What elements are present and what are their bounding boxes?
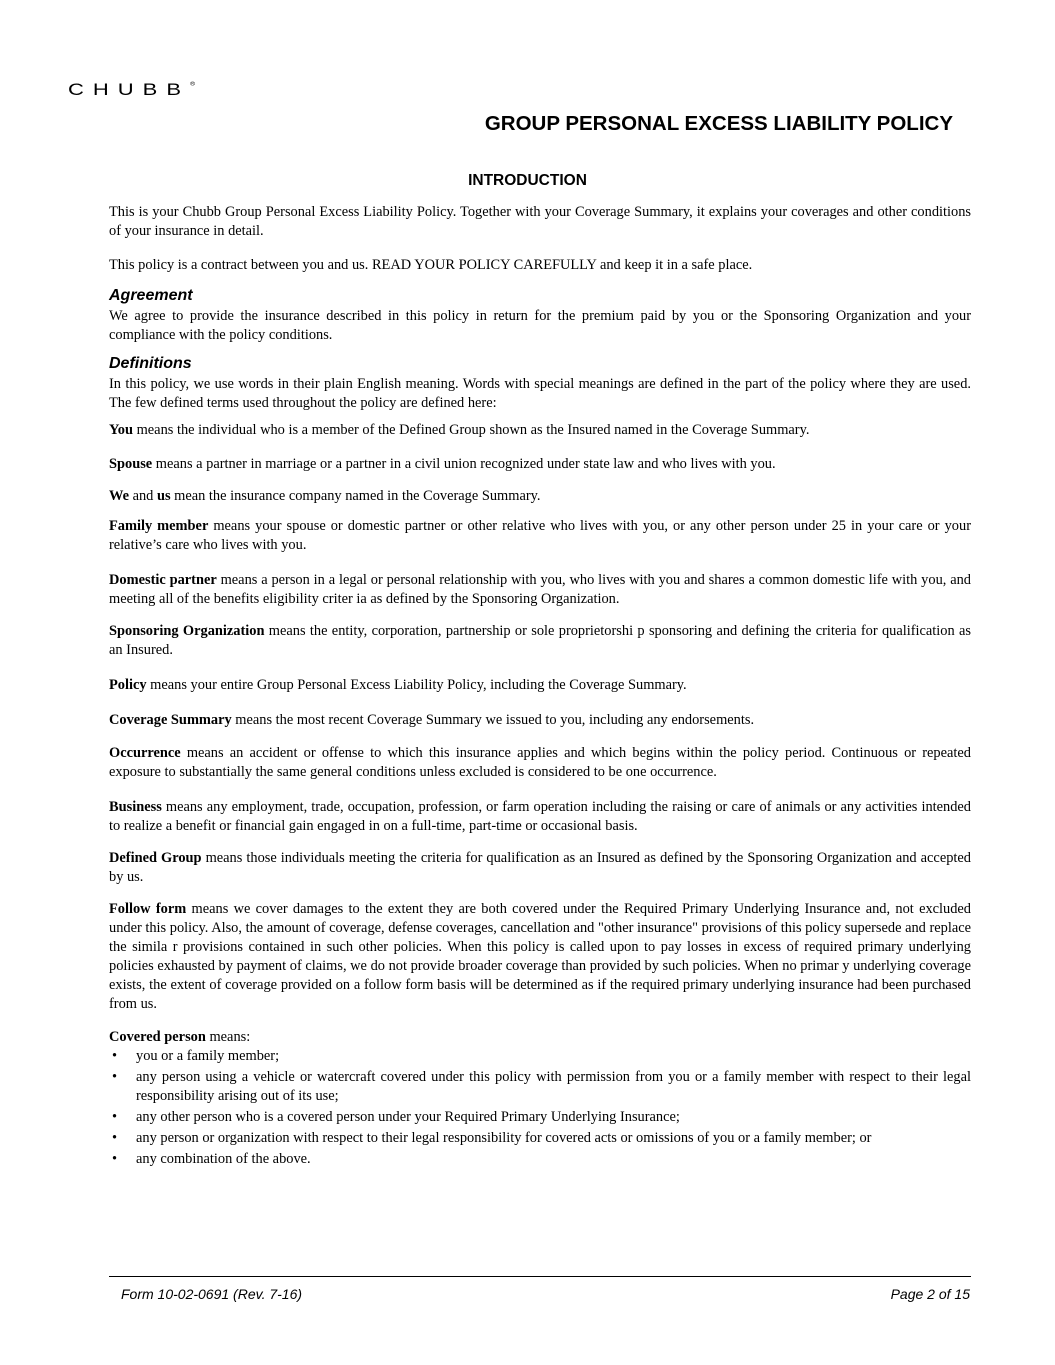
definition-text: means any employment, trade, occupation, profession, or farm operation including the raising or care of animals or any activities intended to realize a benefit or financial gain engaged in on a full-time, part-time or occasional basis. (109, 799, 971, 834)
definition-covered-person (109, 1028, 971, 1047)
term: Policy (109, 677, 147, 693)
definition-business (109, 798, 971, 836)
definition-sponsoring-organization (109, 622, 971, 660)
list-item: • any combination of the above. (109, 1150, 971, 1169)
term: We (109, 488, 129, 504)
term: Defined Group (109, 850, 202, 866)
form-number: Form 10-02-0691 (Rev. 7-16) (121, 1286, 303, 1302)
definition-family-member (109, 517, 971, 555)
term: Family member (109, 518, 209, 534)
definition-defined-group (109, 849, 971, 887)
definition-text: means a person in a legal or personal relationship with you, who lives with you and shares a common domestic life with you, and meeting all of the benefits eligibility criter ia as defined by the Sponsoring Organization. (109, 572, 971, 607)
intro-paragraph-1: This is your Chubb Group Personal Excess Liability Policy. Together with your Coverage Summary, it explains your coverages and other conditions of your insurance in detail. (109, 204, 971, 239)
term: Coverage Summary (109, 712, 232, 728)
intro-paragraph-2: This policy is a contract between you and us. READ YOUR POLICY CAREFULLY and keep it in a safe place. (109, 257, 753, 273)
term: Covered person (109, 1029, 206, 1045)
footer-divider (109, 1276, 971, 1277)
page-number: Page 2 of 15 (890, 1286, 970, 1302)
definition-spouse (109, 455, 971, 474)
definition-text: means your entire Group Personal Excess Liability Policy, including the Coverage Summary. (146, 677, 687, 693)
chubb-logo (68, 80, 195, 100)
definition-text: means we cover damages to the extent they are both covered under the Required Primary Underlying Insurance and, not excluded under this policy. Also, the amount of coverage, defense coverages, cancellation and "other insurance" provisions of this policy supersede and replace the simila r provisions contained in such other policies. When this policy is called upon to pay losses in excess of required primary underlying policies exhausted by payment of claims, we do not provide broader coverage than provided by such policies. When no primar y underlying coverage exists, the extent of coverage provided on a follow form basis will be determined as if the required primary underlying insurance had been purchased from us. (109, 901, 972, 1012)
definition-text: means the most recent Coverage Summary we issued to you, including any endorsements. (231, 712, 755, 728)
definition-text: means an accident or offense to which this insurance applies and which begins within the policy period. Continuous or repeated exposure to substantially the same general conditions unless excluded is considered to be one occurrence. (109, 745, 971, 780)
definition-domestic-partner (109, 571, 971, 609)
agreement-heading: Agreement (109, 287, 193, 304)
covered-person-list-wrap (109, 1047, 971, 1171)
term: Sponsoring Organization (109, 623, 265, 639)
definition-text: means the individual who is a member of the Defined Group shown as the Insured named in the Coverage Summary. (133, 422, 810, 438)
list-item: • any person using a vehicle or watercraft covered under this policy with permission from you or a family member with respect to their legal responsibility arising out of its use; (109, 1068, 971, 1106)
definition-text: mean the insurance company named in the Coverage Summary. (170, 488, 541, 504)
definition-text: means: (205, 1029, 251, 1045)
definition-occurrence (109, 744, 971, 782)
registered-mark: ® (190, 81, 196, 87)
definition-text: means those individuals meeting the criteria for qualification as an Insured as defined by the Sponsoring Organization and accepted by us. (109, 850, 971, 885)
policy-title: GROUP PERSONAL EXCESS LIABILITY POLICY (484, 112, 953, 135)
list-item: • any other person who is a covered person under your Required Primary Underlying Insurance; (109, 1108, 971, 1127)
logo-text: CHUBB (68, 80, 191, 99)
covered-person-list (109, 1047, 971, 1169)
list-item: • you or a family member; (109, 1047, 971, 1066)
term: Occurrence (109, 745, 181, 761)
term: us (156, 488, 171, 504)
definition-we-us (109, 487, 971, 506)
list-item: • any person or organization with respect to their legal responsibility for covered acts or omissions of you or a family member; or (109, 1129, 971, 1148)
definition-coverage-summary (109, 711, 971, 730)
definition-text: means your spouse or domestic partner or other relative who lives with you, or any other person under 25 in your care or your relative’s care who lives with you. (109, 518, 971, 553)
agreement-paragraph: We agree to provide the insurance described in this policy in return for the premium paid by you or the Sponsoring Organization and your compliance with the policy conditions. (109, 308, 971, 343)
term: Business (109, 799, 162, 815)
definitions-heading: Definitions (109, 355, 192, 372)
definition-you (109, 421, 971, 440)
term: Domestic partner (109, 572, 217, 588)
term: You (109, 422, 133, 438)
definition-follow-form (109, 900, 971, 1014)
definition-text: means the entity, corporation, partnership or sole proprietorshi p sponsoring and defining the criteria for qualification as an Insured. (109, 623, 971, 658)
introduction-heading: INTRODUCTION (468, 172, 587, 189)
definitions-intro: In this policy, we use words in their plain English meaning. Words with special meanings are defined in the part of the policy where they are used. The few defined terms used throughout the policy are defined here: (109, 376, 971, 411)
definition-policy (109, 676, 971, 695)
term: Follow form (109, 901, 187, 917)
definition-text: means a partner in marriage or a partner in a civil union recognized under state law and who lives with you. (152, 456, 776, 472)
term: Spouse (109, 456, 153, 472)
conjunction: and (128, 488, 157, 504)
